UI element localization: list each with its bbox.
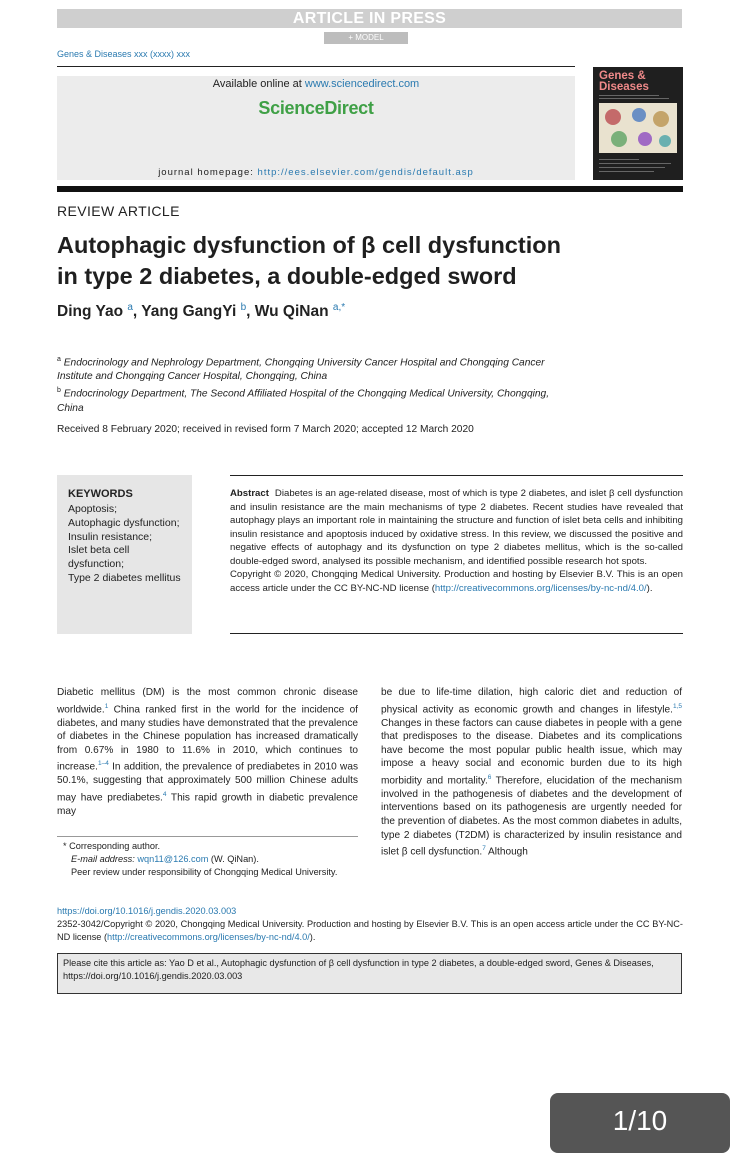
homepage-prefix: journal homepage: (158, 167, 258, 178)
keyword-item: Insulin resistance; (68, 530, 153, 543)
citation-ref[interactable]: 1,5 (672, 702, 682, 710)
citation-text: Please cite this article as: Yao D et al., Autophagic dysfunction of β cell dysfunction in type 2 diabetes, a double-edged sword, Genes & Diseases, https://doi.org/10.1016/j.gendis.2020.03.003 (63, 958, 654, 981)
cover-title (599, 71, 649, 93)
citation-ref[interactable]: 1 (104, 702, 109, 710)
author-name[interactable]: Ding Yao (57, 303, 124, 321)
abstract-top-rule (230, 475, 683, 476)
cover-figure (599, 103, 677, 153)
keywords-heading: KEYWORDS (68, 488, 133, 500)
article-type: REVIEW ARTICLE (57, 203, 180, 219)
email-link[interactable]: wqn11@126.com (137, 853, 209, 864)
keyword-item: Autophagic dysfunction; (68, 516, 180, 529)
keywords-list (68, 503, 186, 586)
issn-copyright: 2352-3042/Copyright © 2020, Chongqing Medical University. Production and hosting by Elsevier B.V. This is an open access article under the CC BY-NC-ND license (http://creativecommons.org/licenses/by-nc-nd/4.0/). (57, 919, 683, 942)
citation-box (57, 953, 682, 994)
peer-review-note: Peer review under responsibility of Chongqing Medical University. (71, 866, 338, 877)
affiliation-a: $^a$ Endocrinology and Nephrology Department, Chongqing University Cancer Hospital and Chongqing Cancer Institute and Chongqing Cancer Hospital, Chongqing, China (57, 356, 545, 383)
author-list: Ding Yao $^a$, Yang GangYi $^b$, Wu QiNan $^{a,*}$ (57, 302, 346, 321)
journal-cover-image (593, 67, 683, 180)
abstract-bottom-rule (230, 633, 683, 634)
header-thick-rule (57, 186, 683, 192)
title-line-1: Autophagic dysfunction of β cell dysfunction (57, 232, 561, 258)
citation-ref[interactable]: 4 (162, 790, 167, 798)
body-column-right: be due to life-time dilation, high caloric diet and reduction of physical activity as economic growth and changes in lifestyle.$^{1,5}$ Changes in these factors can cause diabetes in people with a gene that predisposes to the disease. Diabetes and its complications have become the most popular public health issue, which may impose a heavy social and economic burden due to its high morbidity and mortality.$^6$ Therefore, elucidation of the mechanism involved in the pathogenesis of diabetes and the development of interventions based on its pathogenesis are urgently needed for the prevention of diabetes. As the most common diabetes in adults, type 2 diabetes (T2DM) is characterized by insulin resistance and islet β cell dysfunction.$^7$ Although (381, 687, 682, 858)
author-affiliation-mark[interactable]: a (127, 302, 133, 313)
keyword-item: Islet beta cell dysfunction; (68, 544, 130, 571)
sciencedirect-link[interactable]: www.sciencedirect.com (304, 78, 420, 90)
footnote-rule (57, 836, 358, 837)
cover-title-line1: Genes & (599, 70, 646, 82)
page-counter: 1/10 (612, 1105, 668, 1136)
keyword-item: Apoptosis; (68, 503, 118, 515)
abstract-text: Diabetes is an age-related disease, most of which is type 2 diabetes, and islet β cell dysfunction and insulin resistance are the main mechanisms of type 2 diabetes. Recent studies have revealed that autophagy plays an important role in maintaining the structure and function of islet beta cells and inhibiting insulin resistance and apoptosis induced by oxidative stress. In this review, we discussed the positive and negative effects of autophagy and its dysfunction on type 2 diabetes mellitus, which is the so-called double-edged sword, analysed its possible mechanism, and identified possible research hot spots. (230, 488, 683, 567)
doi-link[interactable]: https://doi.org/10.1016/j.gendis.2020.03.003 (57, 906, 237, 916)
author-name[interactable]: Wu QiNan (254, 303, 329, 321)
article-in-press-banner: ARTICLE IN PRESS (57, 9, 682, 28)
footnotes (57, 840, 358, 878)
abstract (230, 487, 683, 595)
author-name[interactable]: Yang GangYi (141, 303, 237, 321)
model-label: + MODEL (324, 32, 408, 44)
cover-title-line2: Diseases (599, 81, 649, 93)
journal-homepage (57, 167, 575, 178)
header-rule (57, 66, 575, 67)
email-note: E-mail address: wqn11@126.com (W. QiNan). (71, 853, 259, 864)
keyword-item: Type 2 diabetes mellitus (68, 571, 181, 584)
abstract-label: Abstract (230, 488, 269, 499)
journal-reference[interactable]: Genes & Diseases xxx (xxxx) xxx (57, 49, 191, 59)
body-column-left: Diabetic mellitus (DM) is the most common chronic disease worldwide.$^1$ China ranked first in the world for the incidence of diabetes, and many studies have demonstrated that the prevalence of diabetes in the Chinese population has increased dramatically from 0.67% in 1980 to 11.6% in 2010, which continues to increase.$^{1-4}$ In addition, the prevalence of prediabetes in 2010 was 50.1%, suggesting that approximately 500 million Chinese adults may have prediabetes.$^4$ This rapid growth in diabetic prevalence may (57, 687, 358, 817)
available-online (57, 78, 575, 90)
citation-ref[interactable]: 7 (482, 845, 486, 853)
homepage-link[interactable]: http://ees.elsevier.com/gendis/default.asp (257, 167, 474, 178)
citation-ref[interactable]: 6 (487, 773, 492, 781)
corresponding-author-note: * Corresponding author. (63, 841, 161, 851)
sciencedirect-logo: ScienceDirect (258, 98, 374, 118)
author-affiliation-mark[interactable]: b (240, 302, 247, 313)
title-line-2: in type 2 diabetes, a double-edged sword (57, 263, 517, 289)
received-dates: Received 8 February 2020; received in revised form 7 March 2020; accepted 12 March 2020 (57, 424, 474, 435)
publisher-box (57, 76, 575, 180)
license-link[interactable]: http://creativecommons.org/licenses/by-nc-nd/4.0/ (434, 582, 647, 594)
page-indicator (550, 1093, 730, 1153)
abstract-copyright: Copyright © 2020, Chongqing Medical University. Production and hosting by Elsevier B.V. This is an open access article under the CC BY-NC-ND license (http://creativecommons.org/licenses/by-nc-nd/4.0/). (230, 569, 683, 594)
affiliation-b: $^b$ Endocrinology Department, The Second Affiliated Hospital of the Chongqing Medical University, Chongqing, China (57, 387, 550, 414)
article-title (57, 230, 657, 292)
affiliations (57, 353, 577, 416)
available-prefix: Available online at (212, 78, 305, 90)
license-link[interactable]: http://creativecommons.org/licenses/by-nc-nd/4.0/ (107, 932, 310, 942)
keywords-box (57, 475, 192, 634)
citation-ref[interactable]: 1–4 (97, 760, 109, 768)
author-affiliation-mark[interactable]: a,* (332, 302, 346, 313)
